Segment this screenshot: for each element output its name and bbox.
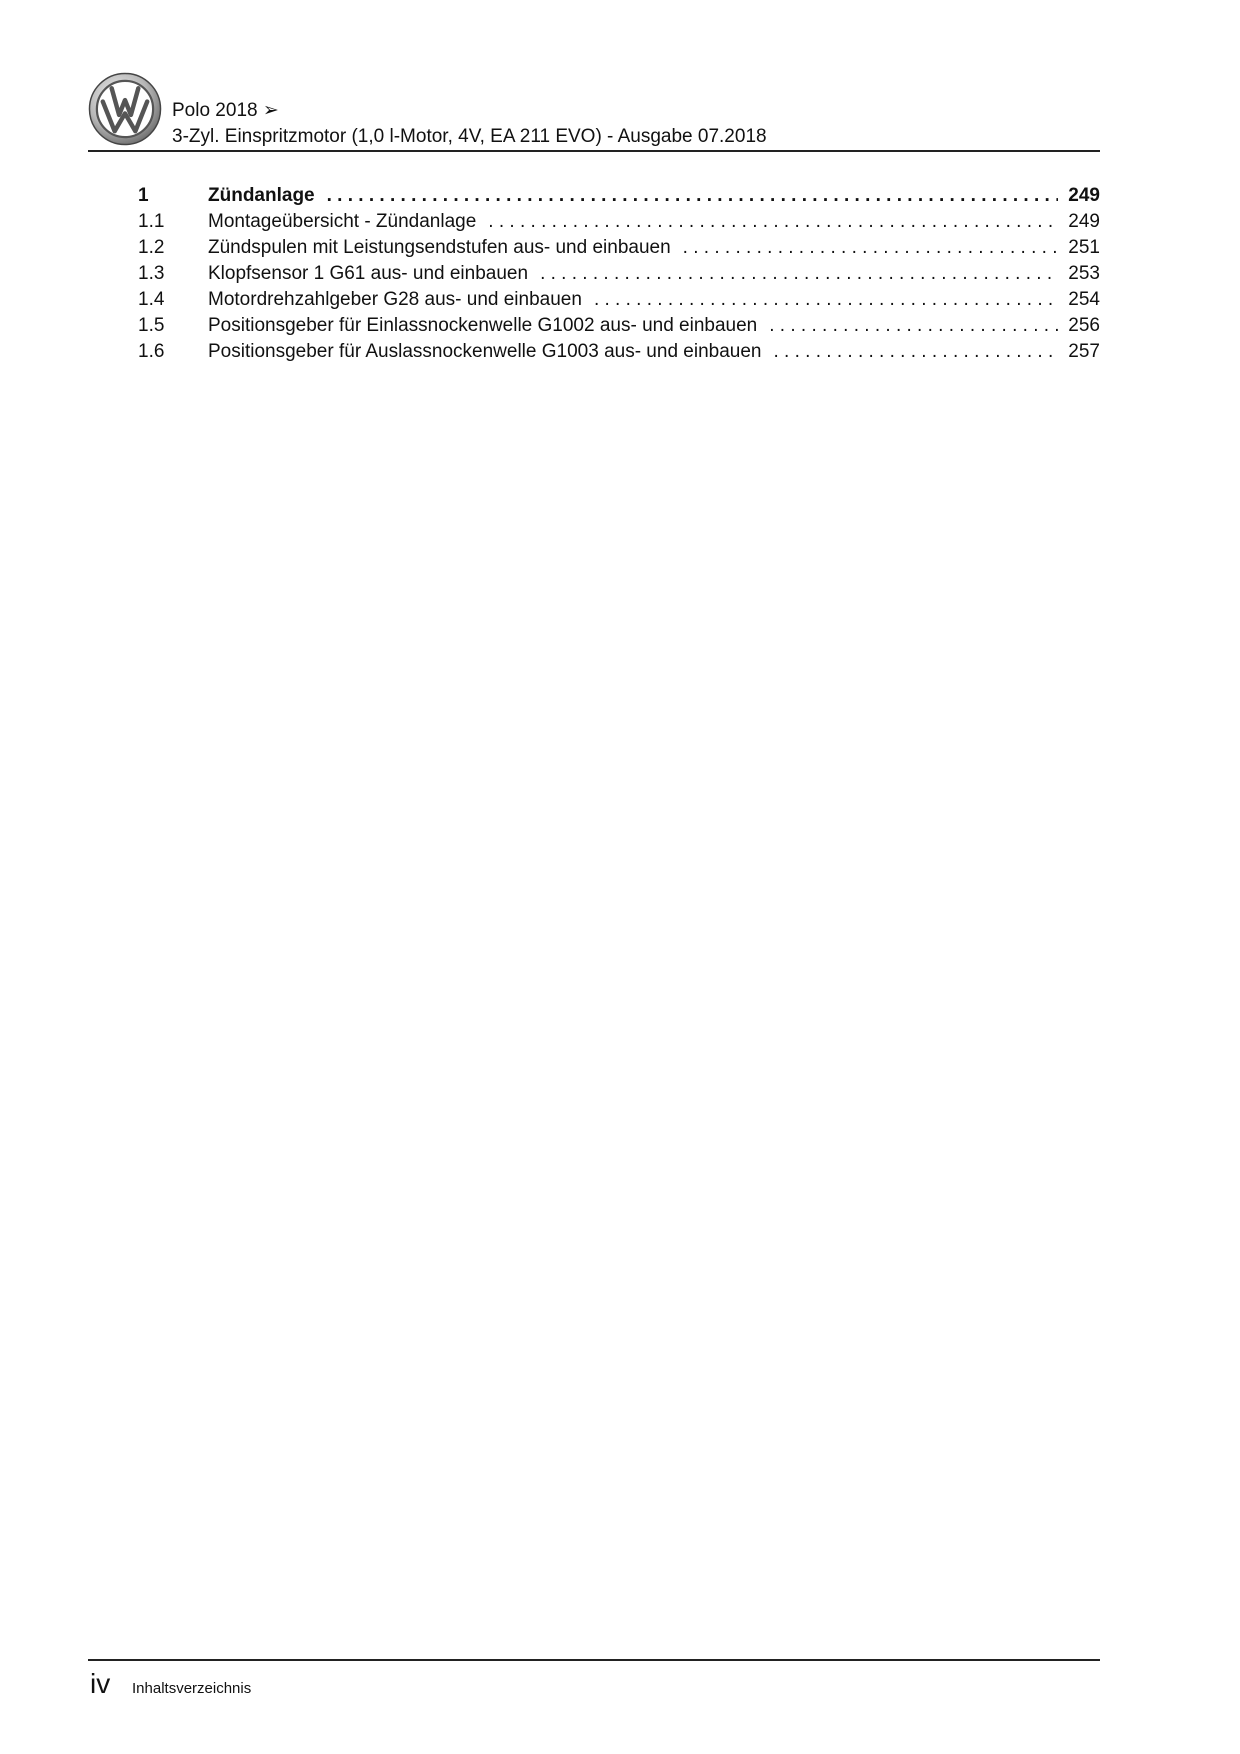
- page-number: iv: [90, 1668, 111, 1699]
- toc-entry-title: Motordrehzahlgeber G28 aus- und einbauen: [208, 289, 582, 310]
- toc-entry-page: 253: [1068, 263, 1100, 284]
- document-model: Polo 2018 ➢: [172, 100, 279, 121]
- toc-entry[interactable]: [138, 183, 1100, 209]
- toc-entry-title: Positionsgeber für Auslassnockenwelle G1003 aus- und einbauen: [208, 341, 762, 362]
- toc-entry[interactable]: [138, 235, 1100, 261]
- toc-entry-page: 249: [1068, 211, 1100, 232]
- table-of-contents: [138, 183, 1100, 365]
- footer-label: Inhaltsverzeichnis: [132, 1680, 252, 1697]
- footer-divider: [88, 1659, 1100, 1661]
- toc-entry-number: 1.4: [138, 289, 165, 310]
- toc-entry[interactable]: [138, 287, 1100, 313]
- toc-entry-title: Montageübersicht - Zündanlage: [208, 211, 477, 232]
- toc-entry-page: 254: [1068, 289, 1100, 310]
- toc-entry[interactable]: [138, 209, 1100, 235]
- toc-dot-leader: [327, 183, 1058, 209]
- toc-entry-number: 1.5: [138, 315, 165, 336]
- toc-entry-number: 1.1: [138, 211, 165, 232]
- toc-dot-leader: [488, 209, 1058, 235]
- toc-entry[interactable]: [138, 339, 1100, 365]
- header-divider: [88, 150, 1100, 152]
- toc-entry-title: Zündspulen mit Leistungsendstufen aus- und einbauen: [208, 237, 671, 258]
- document-subtitle: 3-Zyl. Einspritzmotor (1,0 l-Motor, 4V, EA 211 EVO) - Ausgabe 07.2018: [172, 126, 767, 147]
- toc-entry-number: 1: [138, 185, 149, 206]
- toc-dot-leader: [540, 261, 1058, 287]
- toc-entry-page: 251: [1068, 237, 1100, 258]
- toc-dot-leader: [773, 339, 1058, 365]
- toc-entry[interactable]: [138, 261, 1100, 287]
- toc-entry[interactable]: [138, 313, 1100, 339]
- toc-entry-number: 1.3: [138, 263, 165, 284]
- toc-entry-number: 1.2: [138, 237, 165, 258]
- toc-dot-leader: [683, 235, 1058, 261]
- toc-entry-page: 249: [1068, 185, 1100, 206]
- toc-entry-title: Positionsgeber für Einlassnockenwelle G1002 aus- und einbauen: [208, 315, 758, 336]
- vw-logo-icon: [88, 72, 162, 146]
- toc-dot-leader: [769, 313, 1058, 339]
- toc-entry-title: Klopfsensor 1 G61 aus- und einbauen: [208, 263, 529, 284]
- toc-entry-page: 256: [1068, 315, 1100, 336]
- toc-entry-page: 257: [1068, 341, 1100, 362]
- toc-entry-number: 1.6: [138, 341, 165, 362]
- toc-dot-leader: [594, 287, 1058, 313]
- toc-entry-title: Zündanlage: [208, 185, 315, 206]
